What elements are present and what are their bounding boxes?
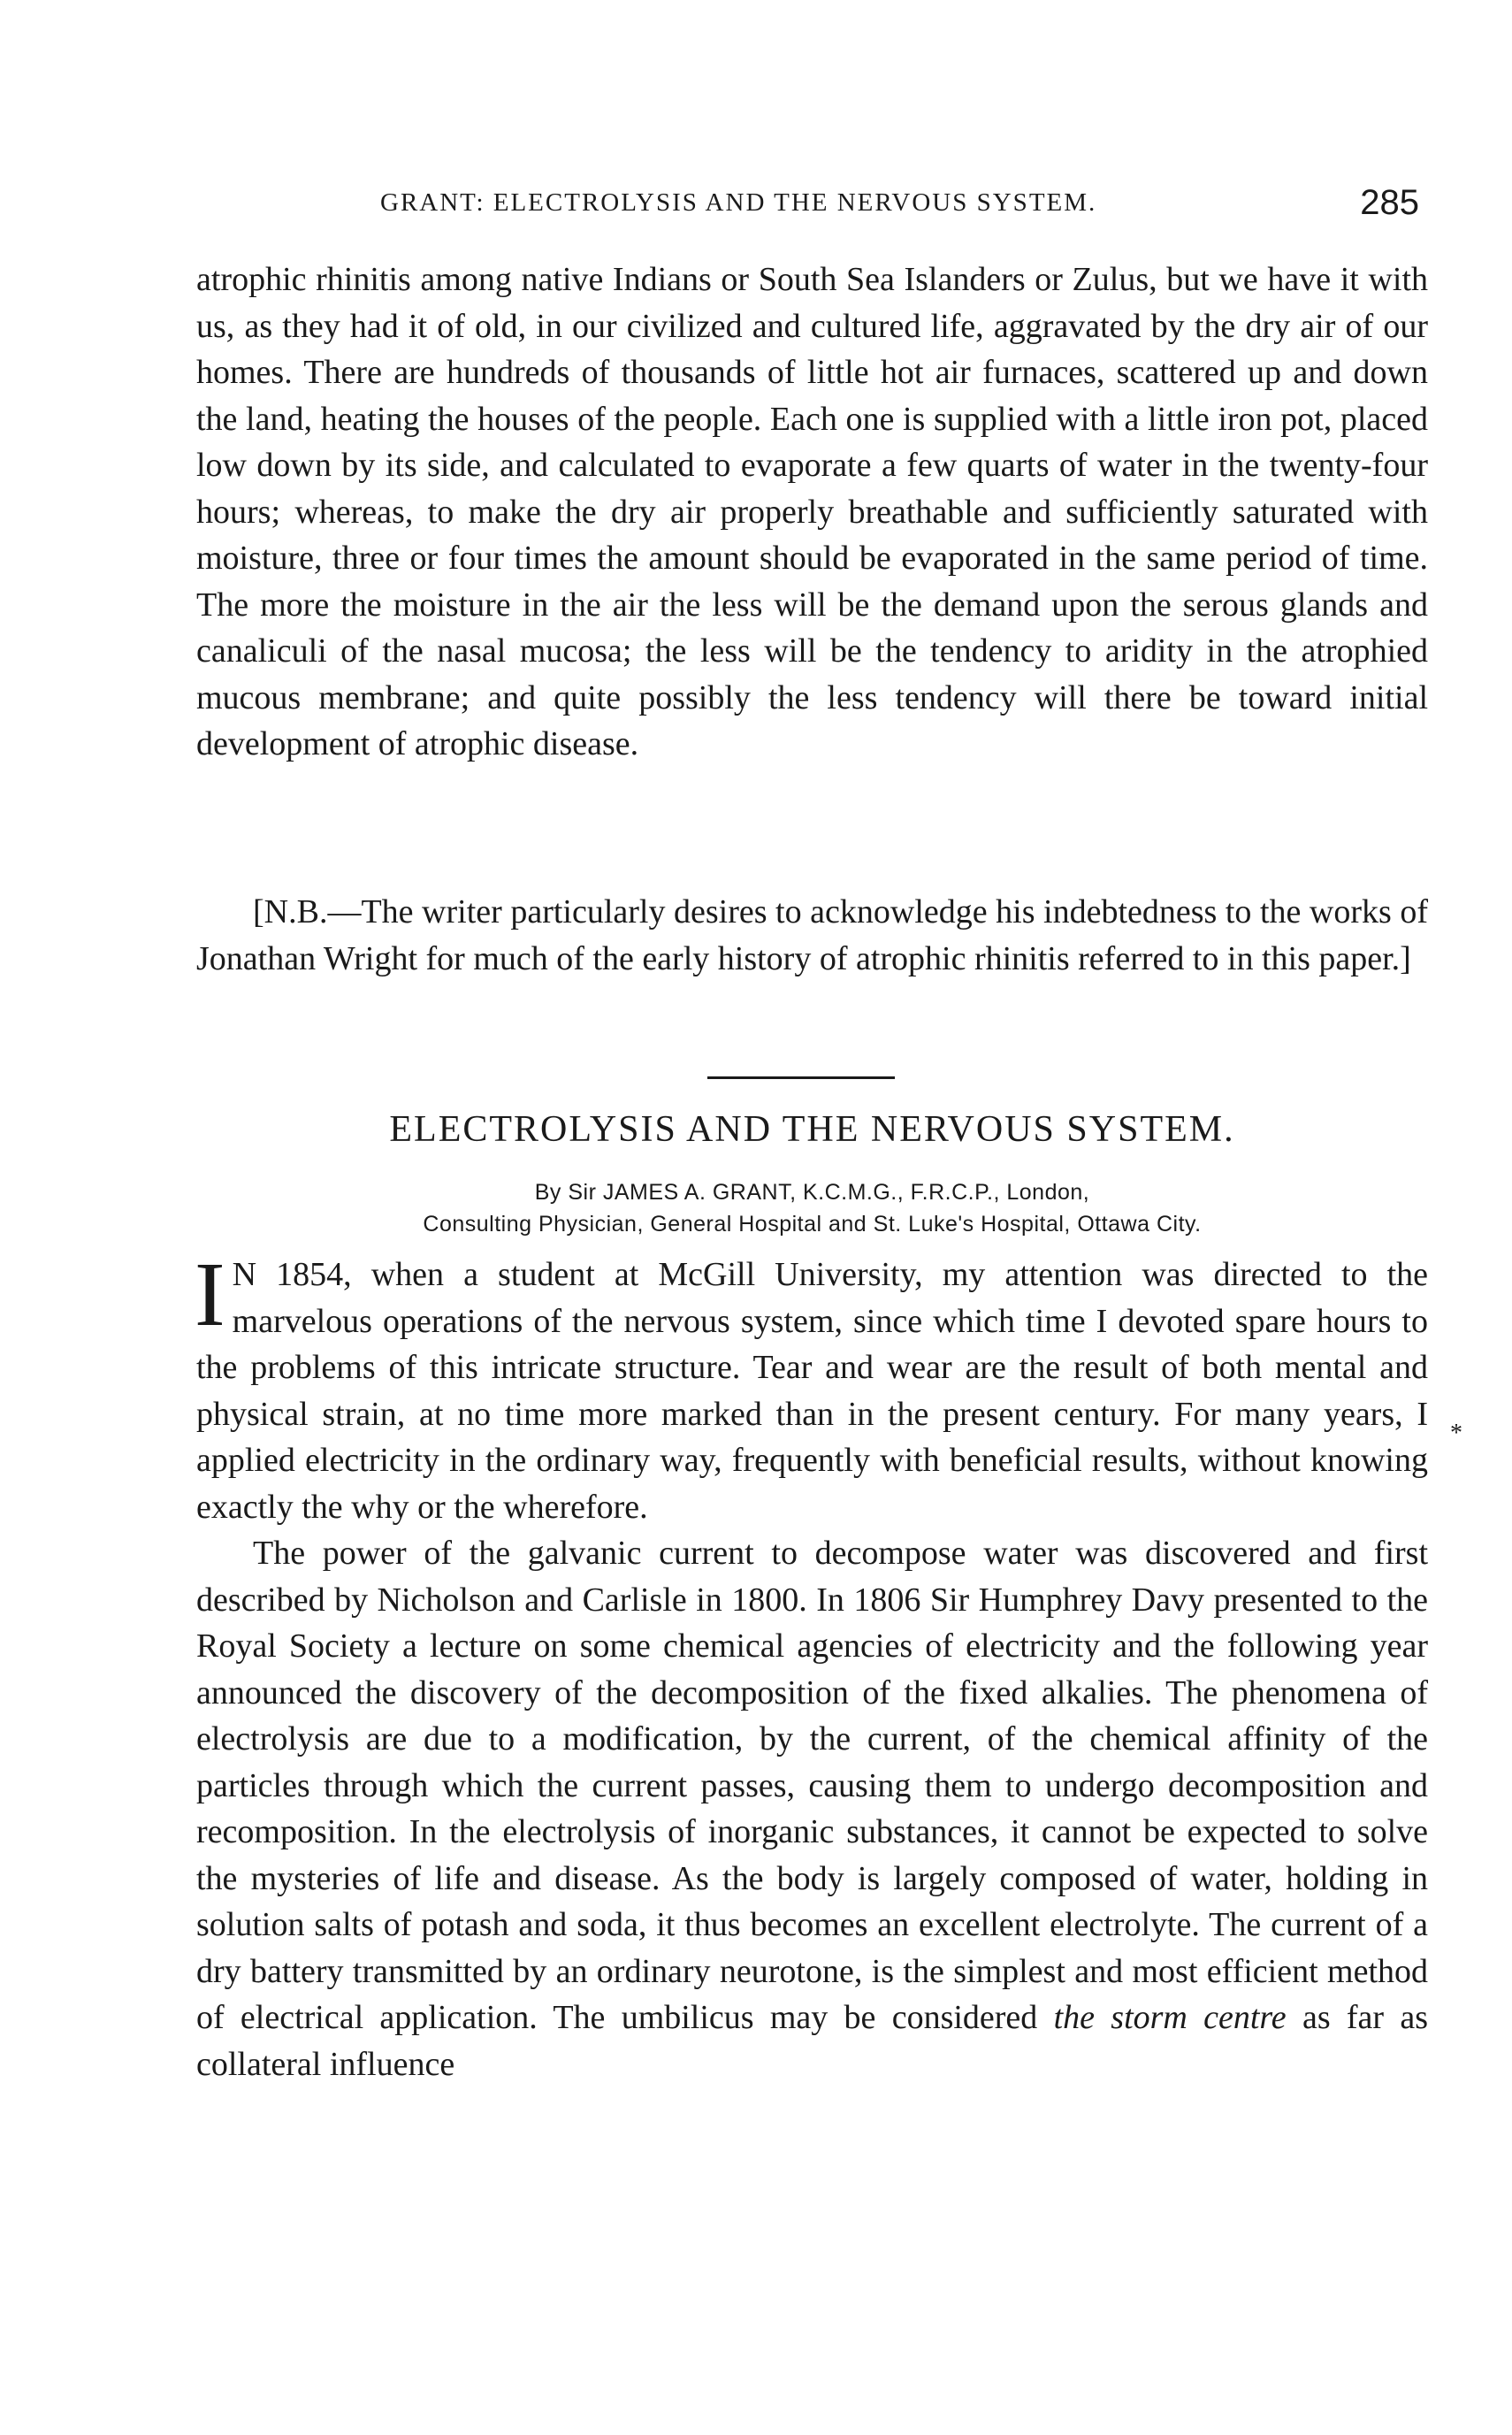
running-head-title: GRANT: ELECTROLYSIS AND THE NERVOUS SYSTEM. (380, 188, 1097, 217)
byline-author: By Sir JAMES A. GRANT, K.C.M.G., F.R.C.P., London, (534, 1180, 1090, 1205)
drop-cap: I (195, 1244, 225, 1345)
page-number: 285 (1360, 183, 1419, 222)
acknowledgement-note: [N.B.—The writer particularly desires to acknowledge his indebtedness to the works of Jonathan Wright for much of the early history of atrophic rhinitis referred to in this paper.] (196, 893, 1428, 977)
continuation-text (196, 257, 1428, 768)
first-word-rest: N (232, 1256, 257, 1293)
margin-mark: * (1450, 1420, 1462, 1447)
continuation-paragraph: atrophic rhinitis among native Indians or South Sea Islanders or Zulus, but we have it with us, as they had it of old, in our civilized and cultured life, aggravated by the dry air of our homes. There are hundreds of thousands of little hot air furnaces, scattered up and down the land, heating the houses of the people. Each one is supplied with a little iron pot, placed low down by its side, and calculated to evaporate a few quarts of water in the twenty-four hours; whereas, to make the dry air properly breathable and sufficiently saturated with moisture, three or four times the amount should be evaporated in the same period of time. The more the moisture in the air the less will be the demand upon the serous glands and canaliculi of the nasal mucosa; the less will be the tendency to aridity in the atrophied mucous membrane; and quite possibly the less tendency will there be toward initial development of atrophic disease. (196, 261, 1428, 762)
article-title: ELECTROLYSIS AND THE NERVOUS SYSTEM. (389, 1109, 1235, 1150)
article-paragraph-1 (195, 1244, 1428, 1530)
byline (196, 1176, 1428, 1240)
article-body (195, 1244, 1428, 2087)
note-block (196, 889, 1428, 982)
section-divider (707, 1076, 895, 1079)
byline-affiliation: Consulting Physician, General Hospital and St. Luke's Hospital, Ottawa City. (423, 1212, 1202, 1237)
article-paragraph-2 (196, 1530, 1428, 2087)
italic-phrase: the storm centre (1053, 1999, 1287, 2036)
running-head (203, 181, 1419, 234)
paragraph-2-end: as far as collateral influence (196, 1999, 1428, 2083)
paragraph-2-text: The power of the galvanic current to decompose water was discovered and first described by Nicholson and Carlisle in 1800. In 1806 Sir Humphrey Davy presented to the Royal Society a lecture on some chemical agencies of electricity and the following year announced the discovery of the decomposition of the fixed alkalies. The phenomena of electrolysis are due to a modification, by the current, of the chemical affinity of the particles through which the current passes, causing them to undergo decomposition and recomposition. In the electrolysis of inorganic substances, it cannot be expected to solve the mysteries of life and disease. As the body is largely composed of water, holding in solution salts of potash and soda, it thus becomes an excellent electrolyte. The current of a dry battery transmitted by an ordinary neurotone, is the simplest and most efficient method of electrical application. The umbilicus may be considered (196, 1535, 1428, 2036)
paragraph-1-text: 1854, when a student at McGill University, my attention was directed to the marvelous operations of the nervous system, since which time I devoted spare hours to the problems of this intricate structure. Tear and wear are the result of both mental and physical strain, at no time more marked than in the present century. For many years, I applied electricity in the ordinary way, frequently with beneficial results, without knowing exactly the why or the wherefore. (196, 1256, 1428, 1526)
